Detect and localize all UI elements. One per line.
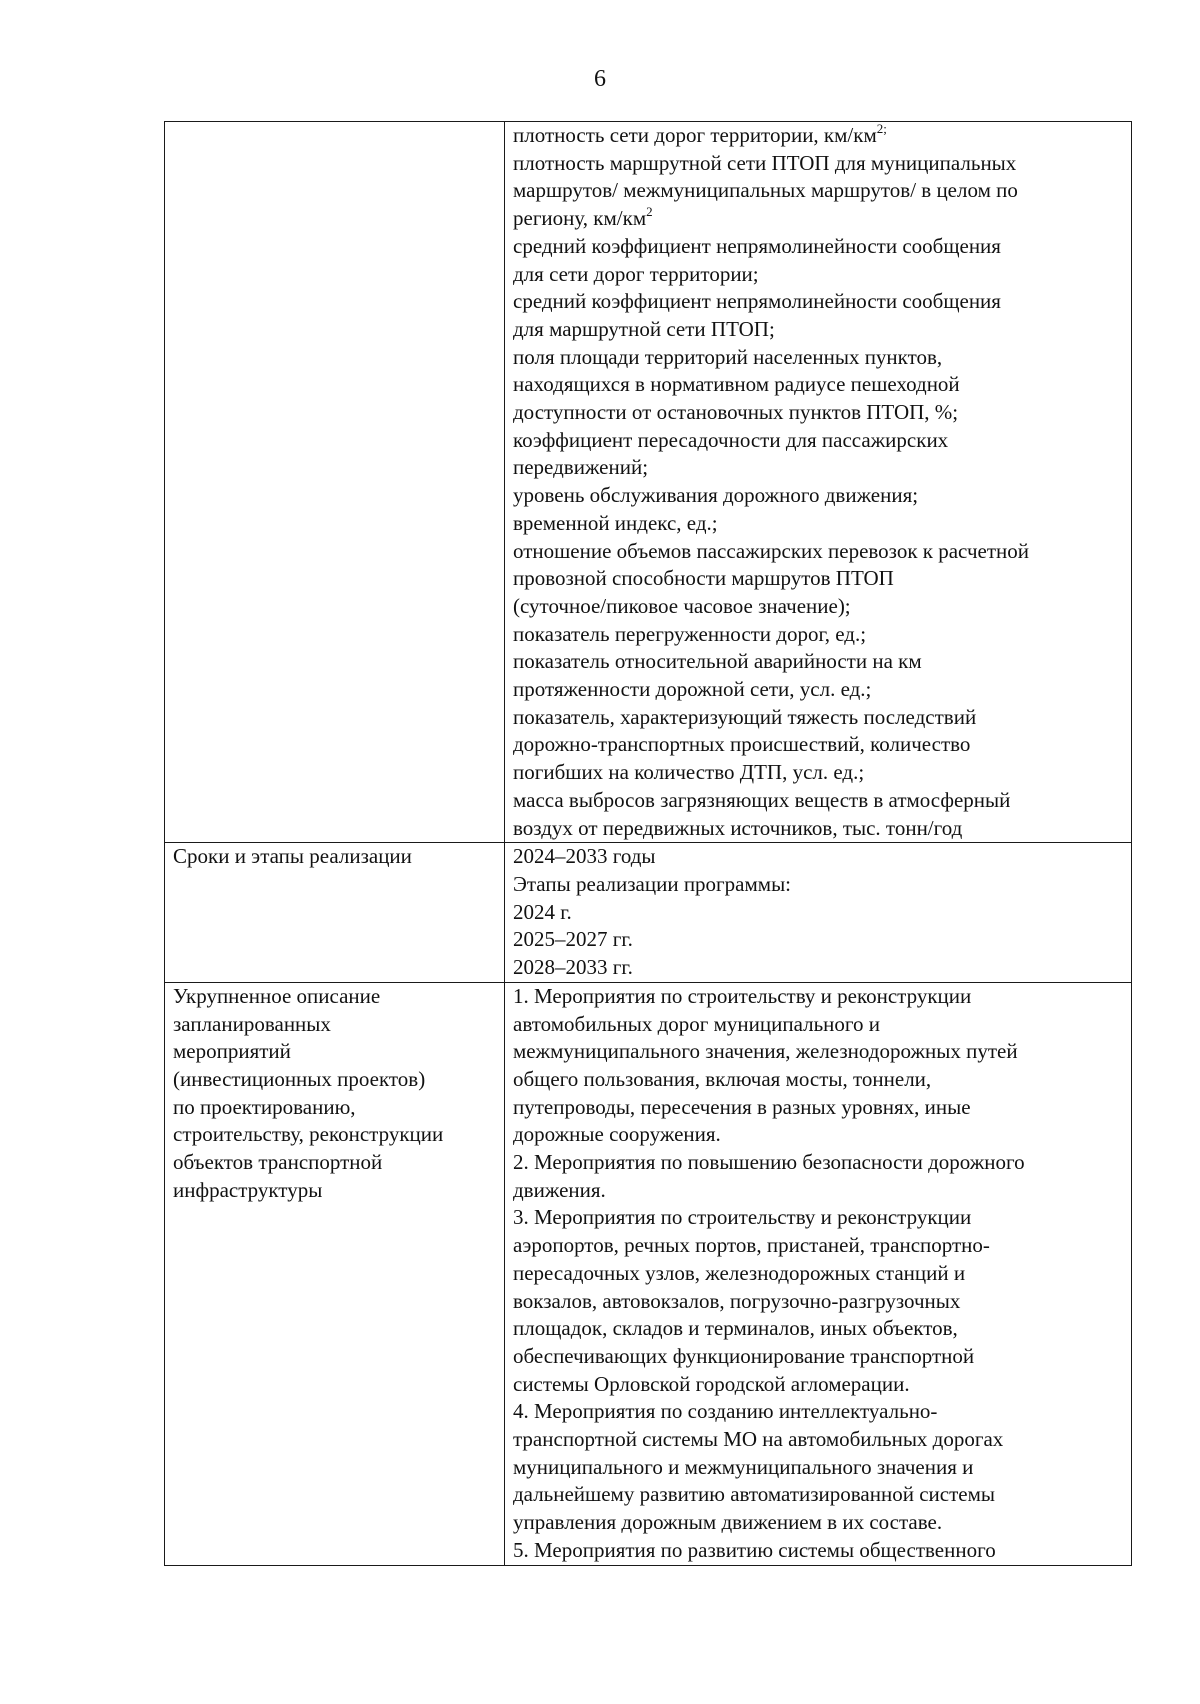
content-text: показатель относительной аварийности на км [513, 649, 922, 674]
label-line: строительству, реконструкции [173, 1122, 444, 1147]
content-text: коэффициент пересадочности для пассажирских [513, 427, 949, 452]
content-text: показатель перегруженности дорог, ед.; [513, 621, 867, 646]
content-text: 2028–2033 гг. [513, 955, 633, 980]
table-row [165, 122, 1132, 843]
row-label-cell [165, 982, 505, 1565]
label-line: Сроки и этапы реализации [173, 844, 412, 869]
content-line [513, 538, 1125, 566]
content-line [513, 1537, 1125, 1565]
content-line [513, 621, 1125, 649]
content-text: автомобильных дорог муниципального и [513, 1011, 880, 1036]
superscript: 2; [876, 121, 887, 136]
content-line [513, 1066, 1125, 1094]
label-line: (инвестиционных проектов) [173, 1066, 426, 1091]
row-content-cell [505, 982, 1132, 1565]
content-text: 4. Мероприятия по созданию интеллектуально- [513, 1399, 938, 1424]
content-line [513, 288, 1125, 316]
content-line [513, 482, 1125, 510]
content-text: для маршрутной сети ПТОП; [513, 316, 775, 341]
content-text: показатель, характеризующий тяжесть последствий [513, 704, 977, 729]
content-line [513, 954, 1125, 982]
content-text: аэропортов, речных портов, пристаней, транспортно- [513, 1233, 990, 1258]
content-line [513, 565, 1125, 593]
content-line [513, 1481, 1125, 1509]
content-line [513, 1177, 1125, 1205]
content-text: движения. [513, 1177, 606, 1202]
content-line [513, 1509, 1125, 1537]
content-text: передвижений; [513, 455, 649, 480]
content-text: протяженности дорожной сети, усл. ед.; [513, 677, 872, 702]
content-line [513, 1315, 1125, 1343]
content-text: доступности от остановочных пунктов ПТОП, %; [513, 400, 959, 425]
content-text: Этапы реализации программы: [513, 871, 792, 896]
content-text: находящихся в нормативном радиусе пешеходной [513, 372, 960, 397]
content-text: средний коэффициент непрямолинейности сообщения [513, 233, 1001, 258]
content-text: путепроводы, пересечения в разных уровнях, иные [513, 1094, 971, 1119]
content-text: 5. Мероприятия по развитию системы общественного [513, 1537, 996, 1562]
content-line [513, 150, 1125, 178]
content-line [513, 676, 1125, 704]
content-line [513, 926, 1125, 954]
content-line [513, 344, 1125, 372]
content-text: маршрутов/ межмуниципальных маршрутов/ в целом по [513, 178, 1018, 203]
content-line [513, 177, 1125, 205]
content-text: провозной способности маршрутов ПТОП [513, 566, 894, 591]
label-line: инфраструктуры [173, 1177, 323, 1202]
content-line [513, 1371, 1125, 1399]
content-line [513, 759, 1125, 787]
content-text: 2. Мероприятия по повышению безопасности дорожного [513, 1150, 1025, 1175]
content-line [513, 399, 1125, 427]
content-text: 2024–2033 годы [513, 844, 656, 869]
content-line [513, 815, 1125, 843]
content-line [513, 427, 1125, 455]
content-line [513, 787, 1125, 815]
row-label-cell [165, 843, 505, 983]
content-line [513, 454, 1125, 482]
content-text: средний коэффициент непрямолинейности сообщения [513, 289, 1001, 314]
content-line [513, 899, 1125, 927]
content-line [513, 871, 1125, 899]
content-line [513, 731, 1125, 759]
content-text: системы Орловской городской агломерации. [513, 1371, 910, 1396]
content-text: для сети дорог территории; [513, 261, 759, 286]
content-text: дорожные сооружения. [513, 1122, 721, 1147]
content-line [513, 1094, 1125, 1122]
content-line [513, 233, 1125, 261]
row-content-cell [505, 843, 1132, 983]
content-text: 3. Мероприятия по строительству и реконструкции [513, 1205, 972, 1230]
content-text: муниципального и межмуниципального значения и [513, 1454, 974, 1479]
content-text: 2025–2027 гг. [513, 927, 633, 952]
content-text: транспортной системы МО на автомобильных дорогах [513, 1427, 1004, 1452]
content-line [513, 1398, 1125, 1426]
content-text: дальнейшему развитию автоматизированной системы [513, 1482, 995, 1507]
content-line [513, 1426, 1125, 1454]
content-text: поля площади территорий населенных пунктов, [513, 344, 943, 369]
content-line [513, 510, 1125, 538]
content-line [513, 648, 1125, 676]
content-line [513, 1121, 1125, 1149]
content-line [513, 843, 1125, 871]
content-line [513, 1260, 1125, 1288]
content-line [513, 1454, 1125, 1482]
content-text: воздух от передвижных источников, тыс. тонн/год [513, 815, 963, 840]
content-text: дорожно-транспортных происшествий, количество [513, 732, 971, 757]
content-text: (суточное/пиковое часовое значение); [513, 593, 851, 618]
content-line [513, 261, 1125, 289]
row-content-cell [505, 122, 1132, 843]
content-line [513, 1288, 1125, 1316]
content-line [513, 704, 1125, 732]
content-text: общего пользования, включая мосты, тоннели, [513, 1066, 932, 1091]
content-line [513, 1204, 1125, 1232]
content-line [513, 205, 1125, 233]
content-text: обеспечивающих функционирование транспортной [513, 1343, 975, 1368]
page-number: 6 [594, 66, 606, 92]
content-text: временной индекс, ед.; [513, 510, 718, 535]
content-line [513, 983, 1125, 1011]
content-line [513, 316, 1125, 344]
content-line [513, 593, 1125, 621]
table-row [165, 982, 1132, 1565]
label-line: по проектированию, [173, 1094, 356, 1119]
content-line [513, 1011, 1125, 1039]
program-passport-table [164, 121, 1132, 1566]
content-text: уровень обслуживания дорожного движения; [513, 483, 919, 508]
content-line [513, 1149, 1125, 1177]
content-line [513, 371, 1125, 399]
content-text: плотность сети дорог территории, км/км [513, 123, 877, 147]
label-line: объектов транспортной [173, 1150, 383, 1175]
content-text: пересадочных узлов, железнодорожных станций и [513, 1260, 966, 1285]
content-text: масса выбросов загрязняющих веществ в атмосферный [513, 787, 1011, 812]
content-text: региону, км/км [513, 206, 647, 231]
content-line [513, 122, 1125, 150]
label-line: мероприятий [173, 1039, 291, 1064]
content-text: отношение объемов пассажирских перевозок к расчетной [513, 538, 1029, 563]
row-label-cell [165, 122, 505, 843]
content-line [513, 1343, 1125, 1371]
content-text: плотность маршрутной сети ПТОП для муниципальных [513, 150, 1017, 175]
content-text: площадок, складов и терминалов, иных объектов, [513, 1316, 958, 1341]
content-line [513, 1232, 1125, 1260]
content-line [513, 1038, 1125, 1066]
superscript: 2 [646, 204, 653, 220]
label-line: Укрупненное описание [173, 983, 381, 1008]
content-text: вокзалов, автовокзалов, погрузочно-разгрузочных [513, 1288, 961, 1313]
content-text: погибших на количество ДТП, усл. ед.; [513, 760, 865, 785]
label-line: запланированных [173, 1011, 331, 1036]
table-row [165, 843, 1132, 983]
content-text: 2024 г. [513, 899, 572, 924]
content-text: 1. Мероприятия по строительству и реконструкции [513, 983, 972, 1008]
content-text: управления дорожным движением в их составе. [513, 1510, 943, 1535]
content-text: межмуниципального значения, железнодорожных путей [513, 1039, 1018, 1064]
